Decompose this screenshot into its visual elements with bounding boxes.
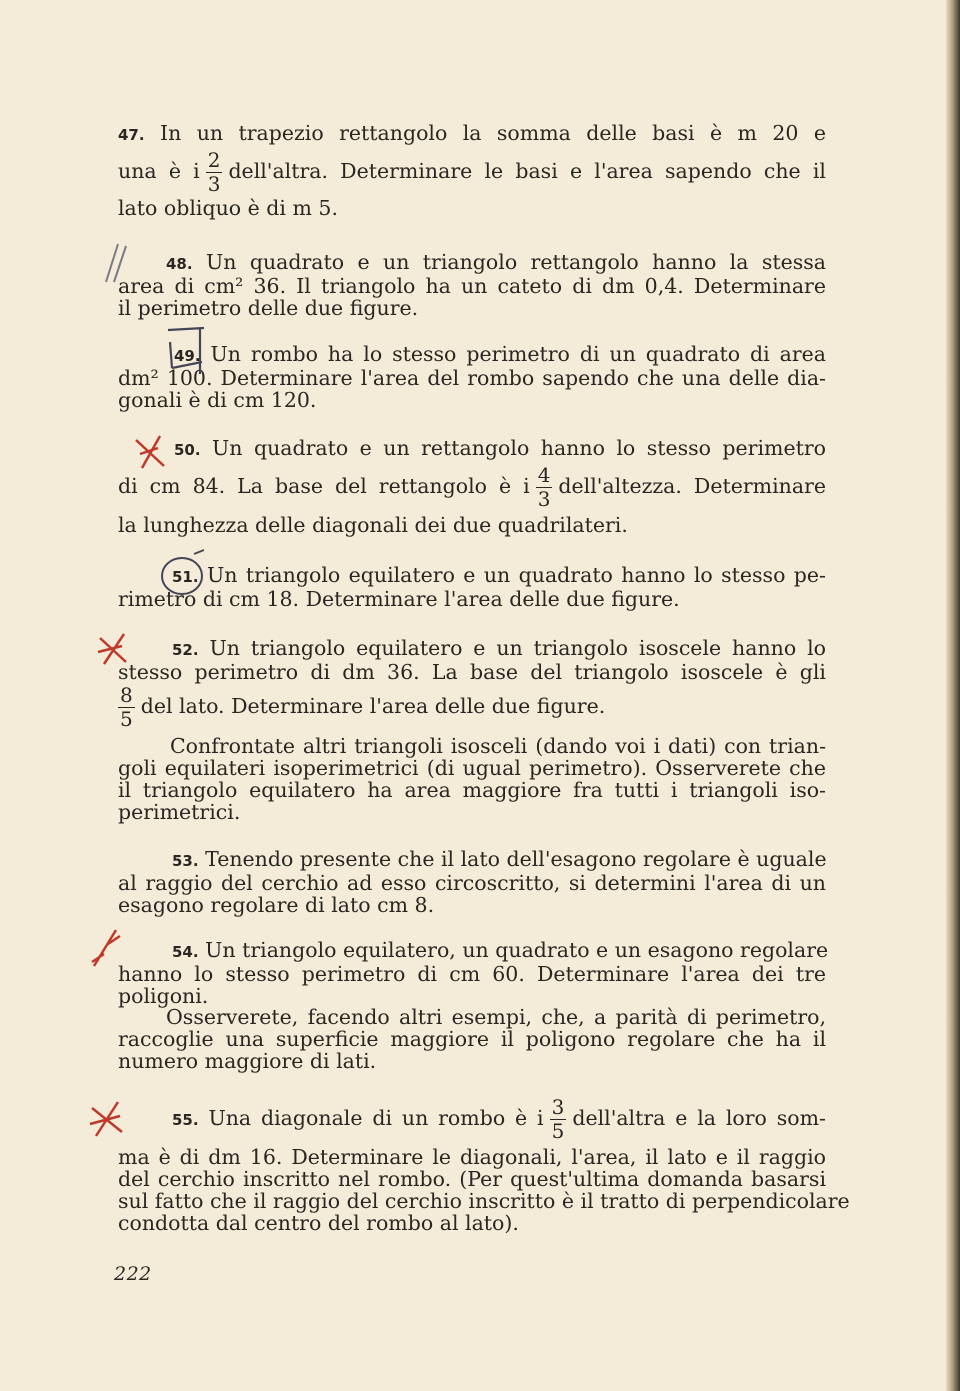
red-cross-mark-50 (130, 432, 170, 472)
problem-54-note (118, 1006, 826, 1072)
problem-48 (118, 251, 826, 319)
problem-text: dm² 100. Determinare l'area del rombo sapendo che una delle dia- (118, 366, 826, 390)
note-text: Confrontate altri triangoli isosceli (dando voi i dati) con trian- (170, 734, 826, 758)
problem-text: dell'altra. Determinare le basi e l'area sapendo che il (228, 159, 826, 183)
red-cross-mark-55 (86, 1096, 130, 1142)
problem-text: la lunghezza delle diagonali dei due quadrilateri. (118, 513, 628, 537)
note-text: goli equilateri isoperimetrici (di ugual perimetro). Osserverete che (118, 756, 826, 780)
problem-number: 48. (166, 255, 193, 273)
fraction: $\frac{4}{3}$ (537, 463, 551, 511)
pencil-box-mark-49 (160, 322, 210, 382)
problem-text: stesso perimetro di dm 36. La base del triangolo isoscele è gli (118, 660, 826, 684)
note-text: perimetrici. (118, 800, 241, 824)
page-number: 222 (114, 1263, 152, 1285)
problem-text: il perimetro delle due figure. (118, 296, 419, 320)
problem-number: 55. (172, 1111, 199, 1129)
problem-number: 50. (174, 441, 201, 459)
problem-text: del cerchio inscritto nel rombo. (Per quest'ultima domanda basarsi (118, 1167, 826, 1191)
problem-52-note (118, 735, 826, 823)
note-text: raccoglie una superficie maggiore il poligono regolare che ha il (118, 1027, 826, 1051)
problem-50 (118, 437, 826, 536)
problem-text: poligoni. (118, 984, 209, 1008)
problem-text: Un quadrato e un triangolo rettangolo hanno la stessa (205, 250, 826, 274)
problem-text: di cm 84. La base del rettangolo è i (118, 474, 530, 498)
problem-text: rimetro di cm 18. Determinare l'area delle due figure. (118, 587, 680, 611)
problem-text: Tenendo presente che il lato dell'esagono regolare è uguale (205, 847, 827, 871)
problem-text: esagono regolare di lato cm 8. (118, 893, 435, 917)
problem-53 (118, 848, 826, 916)
problem-text: dell'altezza. Determinare (558, 474, 826, 498)
problem-number: 49. (174, 347, 201, 365)
problem-text: del lato. Determinare l'area delle due figure. (140, 694, 606, 718)
problem-number: 47. (118, 126, 145, 144)
fraction: $\frac{3}{5}$ (551, 1095, 565, 1143)
problem-47 (118, 122, 826, 219)
note-text: il triangolo equilatero ha area maggiore fra tutti i triangoli iso- (118, 778, 826, 802)
problem-text: gonali è di cm 120. (118, 388, 317, 412)
problem-51 (118, 564, 826, 610)
problem-text: sul fatto che il raggio del cerchio inscritto è il tratto di perpendicolare (118, 1189, 850, 1213)
problem-text: una è i (118, 159, 200, 183)
problem-number: 52. (172, 641, 199, 659)
problem-text: Un triangolo equilatero e un quadrato hanno lo stesso pe- (206, 563, 826, 587)
problem-text: ma è di dm 16. Determinare le diagonali, l'area, il lato e il raggio (118, 1145, 826, 1169)
problem-text: Un triangolo equilatero e un triangolo isoscele hanno lo (209, 636, 826, 660)
problem-text: Un triangolo equilatero, un quadrato e un esagono regolare (205, 938, 829, 962)
problem-text: area di cm² 36. Il triangolo ha un cateto di dm 0,4. Determinare (118, 274, 826, 298)
problem-number: 51. (172, 568, 199, 586)
problem-text: Una diagonale di un rombo è i (208, 1106, 544, 1130)
problem-54 (118, 938, 829, 1008)
fraction: $\frac{8}{5}$ (120, 683, 133, 731)
red-cross-mark-52 (94, 628, 134, 668)
problem-text: In un trapezio rettangolo la somma delle basi è m 20 e (159, 121, 826, 145)
fraction: $\frac{2}{3}$ (207, 148, 221, 196)
problem-text: lato obliquo è di m 5. (118, 196, 338, 220)
problem-52 (118, 637, 826, 730)
problem-text: hanno lo stesso perimetro di cm 60. Determinare l'area dei tre (118, 962, 826, 986)
note-text: Osserverete, facendo altri esempi, che, a parità di perimetro, (166, 1005, 826, 1029)
problem-49 (118, 343, 826, 411)
problem-number: 53. (172, 852, 199, 870)
problem-number: 54. (172, 943, 199, 961)
red-slash-mark-54 (88, 924, 128, 970)
note-text: numero maggiore di lati. (118, 1049, 377, 1073)
problem-text: dell'altra e la loro som- (572, 1106, 826, 1130)
problem-text: condotta dal centro del rombo al lato). (118, 1211, 519, 1235)
problem-text: Un quadrato e un rettangolo hanno lo stesso perimetro (212, 436, 826, 460)
pencil-circle-mark-51 (156, 546, 216, 604)
problem-text: Un rombo ha lo stesso perimetro di un quadrato di area (210, 342, 826, 366)
page-edge-shadow (946, 0, 960, 1391)
problem-55 (118, 1095, 850, 1235)
problem-text: al raggio del cerchio ad esso circoscritto, si determini l'area di un (118, 871, 826, 895)
pencil-slash-mark-48 (100, 238, 130, 286)
